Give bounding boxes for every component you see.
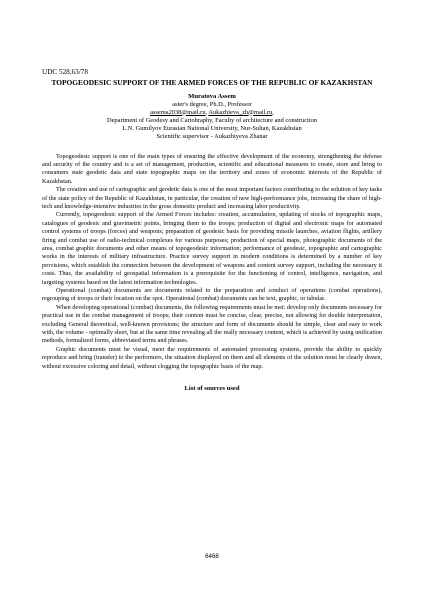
email-link-2[interactable]: Aukazhieva_zh@mail.ru [208,108,273,116]
body-text [42,153,382,372]
paragraph: Graphic documents must be visual, meet the requirements of automated processing systems, provide the ability to quickly reproduce and bring (transfer) to the performers, the situation displayed on them and all elements of the solution must be clearly drawn, without excessive coloring and detail, without clogging the topographic basis of the map. [42,345,382,370]
scientific-supervisor: Scientific supervisor - Aukazhiyeva Zhanar [156,132,268,140]
author-degree: aster's degree, Ph.D., Professor [172,100,252,108]
paper-title: TOPOGEODESIC SUPPORT OF THE ARMED FORCES OF THE REPUBLIC OF KAZAKHSTAN [51,77,373,87]
paragraph: Operational (combat) documents are documents related to the preparation and conduct of operations (combat operations), regrouping of troops or their location on the spot. Operational (combat) documents can be text, graphic, or tabular. [42,287,382,303]
paragraph: When developing operational (combat) documents, the following requirements must be met: develop only documents necessary for practical use in the combat management of troops; their content must be concise, clear, precise, not allowing for double interpretation, excluding General theoretical, well-known provisions; the structure and form of documents should be simple, clear and easy to work with, the volume - optimally short, but at the same time revealing all the really necessary content, which is achieved by using unification methods, formalized forms, abbreviated terms and phrases. [42,303,382,345]
email-end: , [272,108,274,116]
author-name: Muratova Assem [188,92,236,100]
paragraph: Currently, topogeodesic support of the Armed Forces includes: creation, accumulation, updating of stocks of topographic maps, catalogues of geodesic and gravimetric points, bringing them to the troops; production of digital and electronic maps for automated control systems of troops (forces) and weapons; preparation of geodesic basis for providing missile launches, aviation flights, artillery firing and combat use of radio-technical complexes for various purposes; production of special maps, photographic documents of the area, combat graphic documents and other means of topogeodesic information; performance of geodesic, topographic and cartographic works in the interests of military infrastructure. Practice survey support in modern conditions is determined by a number of key provisions, which establish the connection between the development of weapons and content survey support, including the necessary it costs. Thus, the availability of geospatial information is a prerequisite for the functioning of control, intelligence, navigation, and targeting systems based on the latest information technologies. [42,211,382,286]
email-link-1[interactable]: assema2038@mail.ru [150,108,206,116]
author-university: L.N. Gumilyov Eurasian National University, Nur-Sultan, Kazakhstan [122,124,302,132]
paragraph: The creation and use of cartographic and geodetic data is one of the most important factors contributing to the solution of key tasks of the state policy of the Republic of Kazakhstan, in particular, the creation of new high-performance jobs, increasing the share of high-tech and knowledge-intensive industries in the gross domestic product and increasing labor productivity. [42,186,382,210]
paragraph: Topogeodesic support is one of the main types of ensuring the effective development of the economy, strengthening the defense and security of the country and is a set of management, production, scientific and educational measures to create, store and bring to consumers state geodetic data and state topographic maps on the territory and zones of economic interests of the Republic of Kazakhstan. [42,152,382,185]
sources-heading: List of sources used [184,385,240,393]
email-separator: , [205,108,209,116]
page-number: 6468 [205,553,219,560]
author-department: Department of Geodesy and Cartohraphy, Faculty of architecture and construction [106,116,318,124]
author-emails [42,109,382,117]
udc-code: UDC 528.63/78 [42,68,88,76]
